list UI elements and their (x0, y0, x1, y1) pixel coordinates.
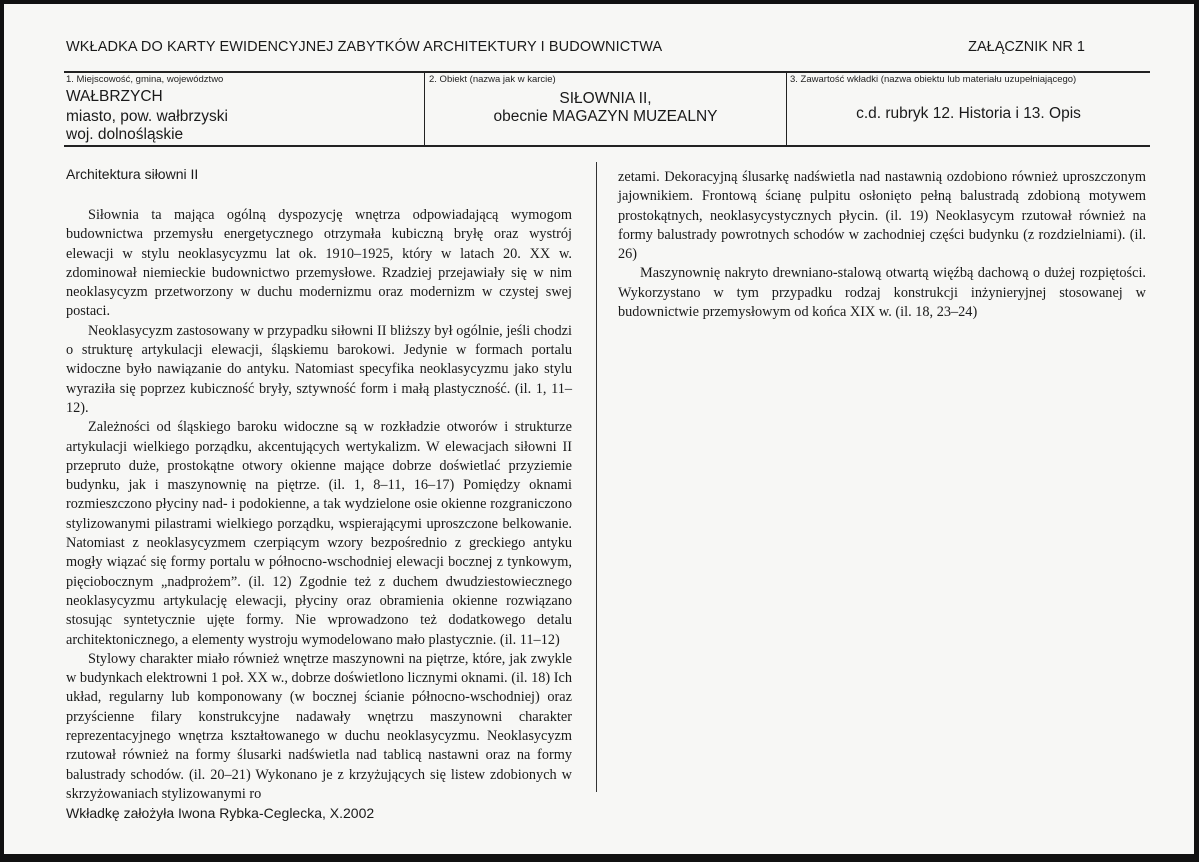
header-rule-top (64, 71, 1150, 73)
cell1-city: WAŁBRZYCH (66, 88, 163, 105)
text-column-left (66, 206, 572, 804)
section-heading: Architektura siłowni II (66, 166, 199, 182)
paragraph: Stylowy charakter miało również wnętrze maszynowni na piętrze, które, jak zwykle w budynkach elektrowni 1 poł. XX w., dobrze doświetlono licznymi oknami. (il. 18) Ich układ, regularny lub komponowany (w bocznej ścianie północno-wschodniej) oraz przyścienne filary konstrukcyjne nadawały wnętrzu maszynowni charakter reprezentacyjnego wnętrza kształtowanego w duchu neoklasycyzmu. Neoklasycyzm rzutował również na formy ślusarki nadświetla nad tablicą nastawni oraz na formy balustrady schodów. (il. 20–21) Wykonano je z krzyżujących się listew zdobionych w skrzyżowaniach stylizowanymi ro (66, 650, 572, 802)
document-title: WKŁADKA DO KARTY EWIDENCYJNEJ ZABYTKÓW ARCHITEKTURY I BUDOWNICTWA (66, 39, 663, 55)
cell2-label: 2. Obiekt (nazwa jak w karcie) (429, 74, 556, 85)
cell3-content: c.d. rubryk 12. Historia i 13. Opis (856, 105, 1081, 122)
paragraph: Neoklasycyzm zastosowany w przypadku siłowni II bliższy był ogólnie, jeśli chodzi o strukturę artykulacji elewacji, śląskiemu barokowi. Jedynie w formach portalu widoczne było nawiązanie do antyku. Natomiast specyfika neoklasycyzmu jako stylu wyraziła się poprzez kubiczność bryły, sztywność form i małą plastyczność. (il. 1, 11–12). (66, 322, 572, 416)
cell2-object-name: SIŁOWNIA II, (559, 90, 652, 107)
cell3-label: 3. Zawartość wkładki (nazwa obiektu lub materiału uzupełniającego) (790, 74, 1077, 85)
footer-author: Wkładkę założyła Iwona Rybka-Ceglecka, X.2002 (66, 805, 375, 821)
header-rule-bottom (64, 145, 1150, 147)
cell1-voivodeship: woj. dolnośląskie (66, 126, 184, 143)
column-divider (596, 162, 597, 792)
document-page (4, 4, 1194, 854)
annex-label: ZAŁĄCZNIK NR 1 (968, 39, 1085, 55)
cell1-county: miasto, pow. wałbrzyski (66, 108, 228, 125)
cell2-object-current: obecnie MAGAZYN MUZEALNY (493, 108, 718, 125)
paragraph: zetami. Dekoracyjną ślusarkę nadświetla nad nastawnią ozdobiono również uproszczonym jajownikiem. Frontową ścianę pulpitu osłonięto pełną balustradą zdobioną motywem prostokątnych, neoklasycystycznych płycin. (il. 19) Neoklasycym rzutował również na formy balustrady powrotnych schodów w zachodniej części budynku (z rozdzielniami). (il. 26) (618, 169, 1146, 263)
paragraph: Zależności od śląskiego baroku widoczne są w rozkładzie otworów i strukturze artykulacji wielkiego porządku, akcentujących wertykalizm. W elewacjach siłowni II przepruto duże, prostokątne otwory okienne mające dobrze doświetlać przyziemie budynku, jak i maszynownię na piętrze. (il. 1, 8–11, 16–17) Pomiędzy oknami rozmieszczono płyciny nad- i podokienne, a tak wydzielone osie okienne rozgraniczono stylizowanymi pilastrami wielkiego porządku, wspierającymi uproszczone belkowanie. Natomiast z neoklasycyzmem czerpiącym wzory bezpośrednio z greckiego antyku mogły wiązać się formy portalu w północno-wschodniej elewacji bocznej z tynkowym, pięciobocznym „nadprożem”. (il. 12) Zgodnie też z duchem dwudziestowiecznego neoklasycyzmu artykulację elewacji, płyciny oraz obramienia okienne rozwiązano stosując syntetycznie ujęte formy. Nie wprowadzono też dodatkowego detalu architektonicznego, a elementy wystroju wymodelowano mało plastycznie. (il. 11–12) (66, 419, 572, 648)
paragraph: Siłownia ta mająca ogólną dyspozycję wnętrza odpowiadającą wymogom budownictwa przemysłu energetycznego otrzymała kubiczną bryłę oraz wystrój elewacji w stylu neoklasycyzmu lat ok. 1910–1925, który w latach 20. XX w. zdominował niemieckie budownictwo przemysłowe. Rzadziej przejawiały się w nim neoklasycyzm przetworzony w duchu modernizmu oraz modernizm w czystej swej postaci. (66, 207, 572, 320)
paragraph: Maszynownię nakryto drewniano-stalową otwartą więźbą dachową o dużej rozpiętości. Wykorzystano w tym przypadku rodzaj konstrukcji inżynieryjnej stosowanej w budownictwie przemysłowym od końca XIX w. (il. 18, 23–24) (618, 265, 1146, 321)
cell1-label: 1. Miejscowość, gmina, województwo (66, 74, 224, 85)
text-column-right (618, 168, 1146, 322)
